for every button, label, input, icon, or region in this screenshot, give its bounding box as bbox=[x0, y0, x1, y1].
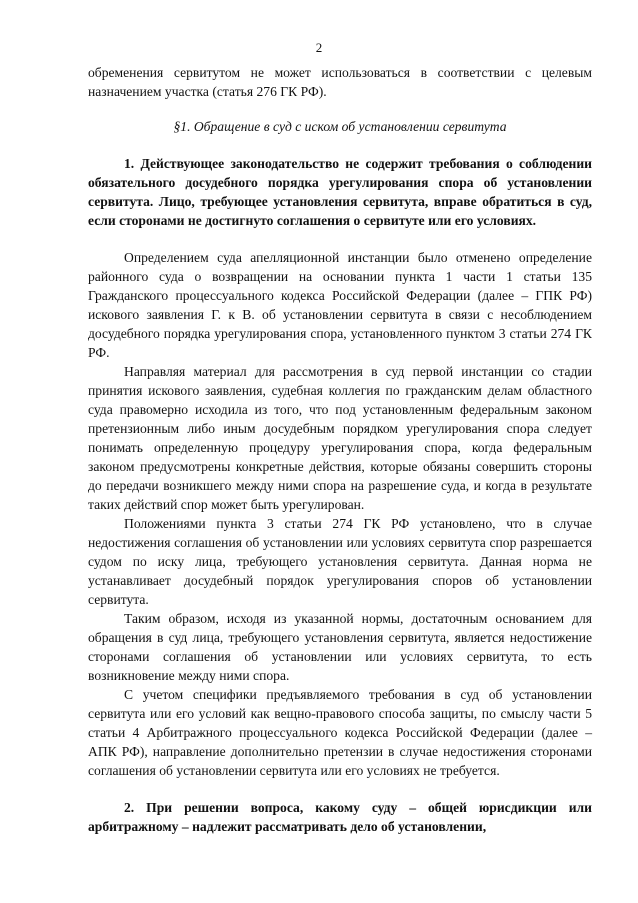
paragraph-5: С учетом специфики предъявляемого требования в суд об установлении сервитута или его условий как вещно-правового способа защиты, по смыслу части 5 статьи 4 Арбитражного процессуального кодекса Российской Федерации (далее – АПК РФ), направление дополнительно претензии в случае недостижения сторонами соглашения об установлении сервитута или его условиях не требуется. bbox=[88, 687, 592, 778]
section-title: §1. Обращение в суд с иском об установлении сервитута bbox=[173, 119, 507, 134]
thesis-1: 1. Действующее законодательство не содержит требования о соблюдении обязательного досудебного порядка урегулирования спора об установлении сервитута. Лицо, требующее установления сервитута, вправе обратиться в суд, если сторонами не достигнуто соглашения о сервитуте или его условиях. bbox=[88, 156, 592, 228]
paragraph-gap bbox=[88, 780, 592, 798]
intro-paragraph: обременения сервитутом не может использоваться в соответствии с целевым назначением участка (статья 276 ГК РФ). bbox=[88, 65, 592, 99]
document-body bbox=[88, 63, 592, 836]
paragraph-4: Таким образом, исходя из указанной нормы, достаточным основанием для обращения в суд лица, требующего установления сервитута, является недостижение сторонами соглашения об установлении или условиях сервитута, то есть возникновение между ними спора. bbox=[88, 611, 592, 683]
paragraph-gap bbox=[88, 230, 592, 248]
thesis-2: 2. При решении вопроса, какому суду – общей юрисдикции или арбитражному – надлежит рассматривать дело об установлении, bbox=[88, 800, 592, 834]
paragraph-2: Направляя материал для рассмотрения в суд первой инстанции со стадии принятия искового заявления, судебная коллегия по гражданским делам областного суда правомерно исходила из того, что под установленным федеральным законом претензионным либо иным досудебным порядком урегулирования спора следует понимать определенную процедуру урегулирования спора, когда федеральным законом предусмотрены конкретные действия, которые обязаны совершить стороны до передачи возникшего между ними спора на разрешение суда, и когда в результате таких действий спор может быть урегулирован. bbox=[88, 364, 592, 512]
paragraph-1: Определением суда апелляционной инстанции было отменено определение районного суда о возвращении на основании пункта 1 части 1 статьи 135 Гражданского процессуального кодекса Российской Федерации (далее – ГПК РФ) искового заявления Г. к В. об установлении сервитута в связи с несоблюдением досудебного порядка урегулирования спора, установленного пунктом 3 статьи 274 ГК РФ. bbox=[88, 250, 592, 360]
page-number: 2 bbox=[315, 40, 323, 55]
paragraph-3: Положениями пункта 3 статьи 274 ГК РФ установлено, что в случае недостижения соглашения об установлении или условиях сервитута спор разрешается судом по иску лица, требующего установления сервитута. Данная норма не устанавливает досудебный порядок урегулирования споров об установлении сервитута. bbox=[88, 516, 592, 607]
